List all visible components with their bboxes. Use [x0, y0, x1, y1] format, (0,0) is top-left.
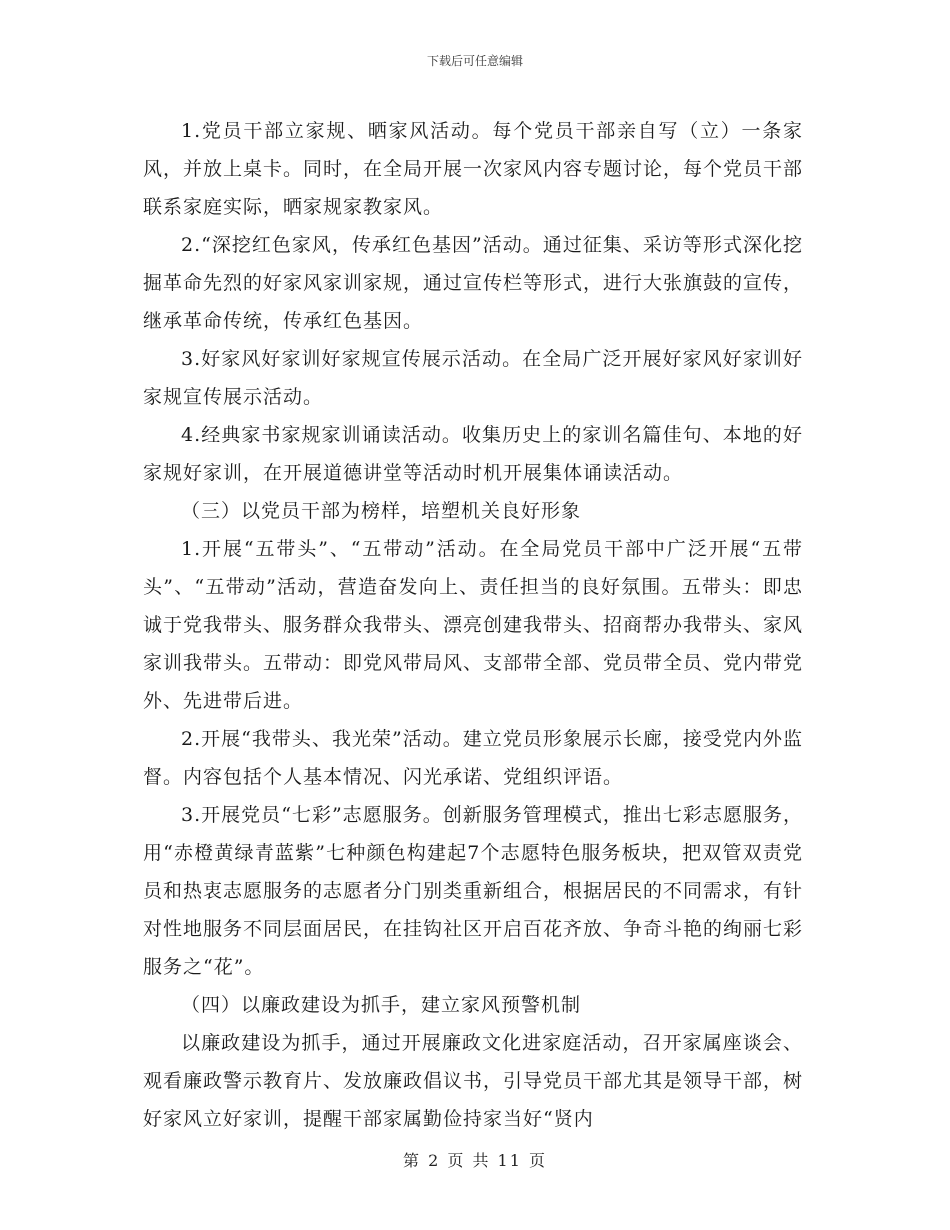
document-body: [143, 112, 803, 1138]
paragraph-7: 3.开展党员“七彩”志愿服务。创新服务管理模式，推出七彩志愿服务，用“赤橙黄绿青蓝紫”七种颜色构建起7个志愿特色服务板块，把双管双责党员和热衷志愿服务的志愿者分门别类重新组合，根据居民的不同需求，有针对性地服务不同层面居民，在挂钩社区开启百花齐放、争奇斗艳的绚丽七彩服务之“花”。: [143, 804, 804, 978]
section-heading-3: （三）以党员干部为榜样，培塑机关良好形象: [181, 500, 582, 522]
page-number: 第 2 页 共 11 页: [403, 1151, 547, 1170]
paragraph-2: 2.“深挖红色家风，传承红色基因”活动。通过征集、采访等形式深化挖掘革命先烈的好家风家训家规，通过宣传栏等形式，进行大张旗鼓的宣传，继承革命传统，传承红色基因。: [143, 234, 804, 332]
paragraph-4: 4.经典家书家规家训诵读活动。收集历史上的家训名篇佳句、本地的好家规好家训，在开展道德讲堂等活动时机开展集体诵读活动。: [143, 424, 803, 484]
page-header: 下载后可任意编辑: [426, 54, 523, 68]
paragraph-3: 3.好家风好家训好家规宣传展示活动。在全局广泛开展好家风好家训好家规宣传展示活动。: [143, 348, 803, 408]
section-heading-4: （四）以廉政建设为抓手，建立家风预警机制: [181, 994, 582, 1016]
paragraph-1: 1.党员干部立家规、晒家风活动。每个党员干部亲自写（立）一条家风，并放上桌卡。同时，在全局开展一次家风内容专题讨论，每个党员干部联系家庭实际，晒家规家教家风。: [143, 120, 804, 218]
paragraph-5: 1.开展“五带头”、“五带动”活动。在全局党员干部中广泛开展“五带头”、“五带动”活动，营造奋发向上、责任担当的良好氛围。五带头：即忠诚于党我带头、服务群众我带头、漂亮创建我带头、招商帮办我带头、家风家训我带头。五带动：即党风带局风、支部带全部、党员带全员、党内带党外、先进带后进。: [143, 538, 804, 712]
paragraph-6: 2.开展“我带头、我光荣”活动。建立党员形象展示长廊，接受党内外监督。内容包括个人基本情况、闪光承诺、党组织评语。: [143, 728, 803, 788]
paragraph-8: 以廉政建设为抓手，通过开展廉政文化进家庭活动，召开家属座谈会、观看廉政警示教育片、发放廉政倡议书，引导党员干部尤其是领导干部，树好家风立好家训，提醒干部家属勤俭持家当好“贤内: [143, 1032, 804, 1130]
